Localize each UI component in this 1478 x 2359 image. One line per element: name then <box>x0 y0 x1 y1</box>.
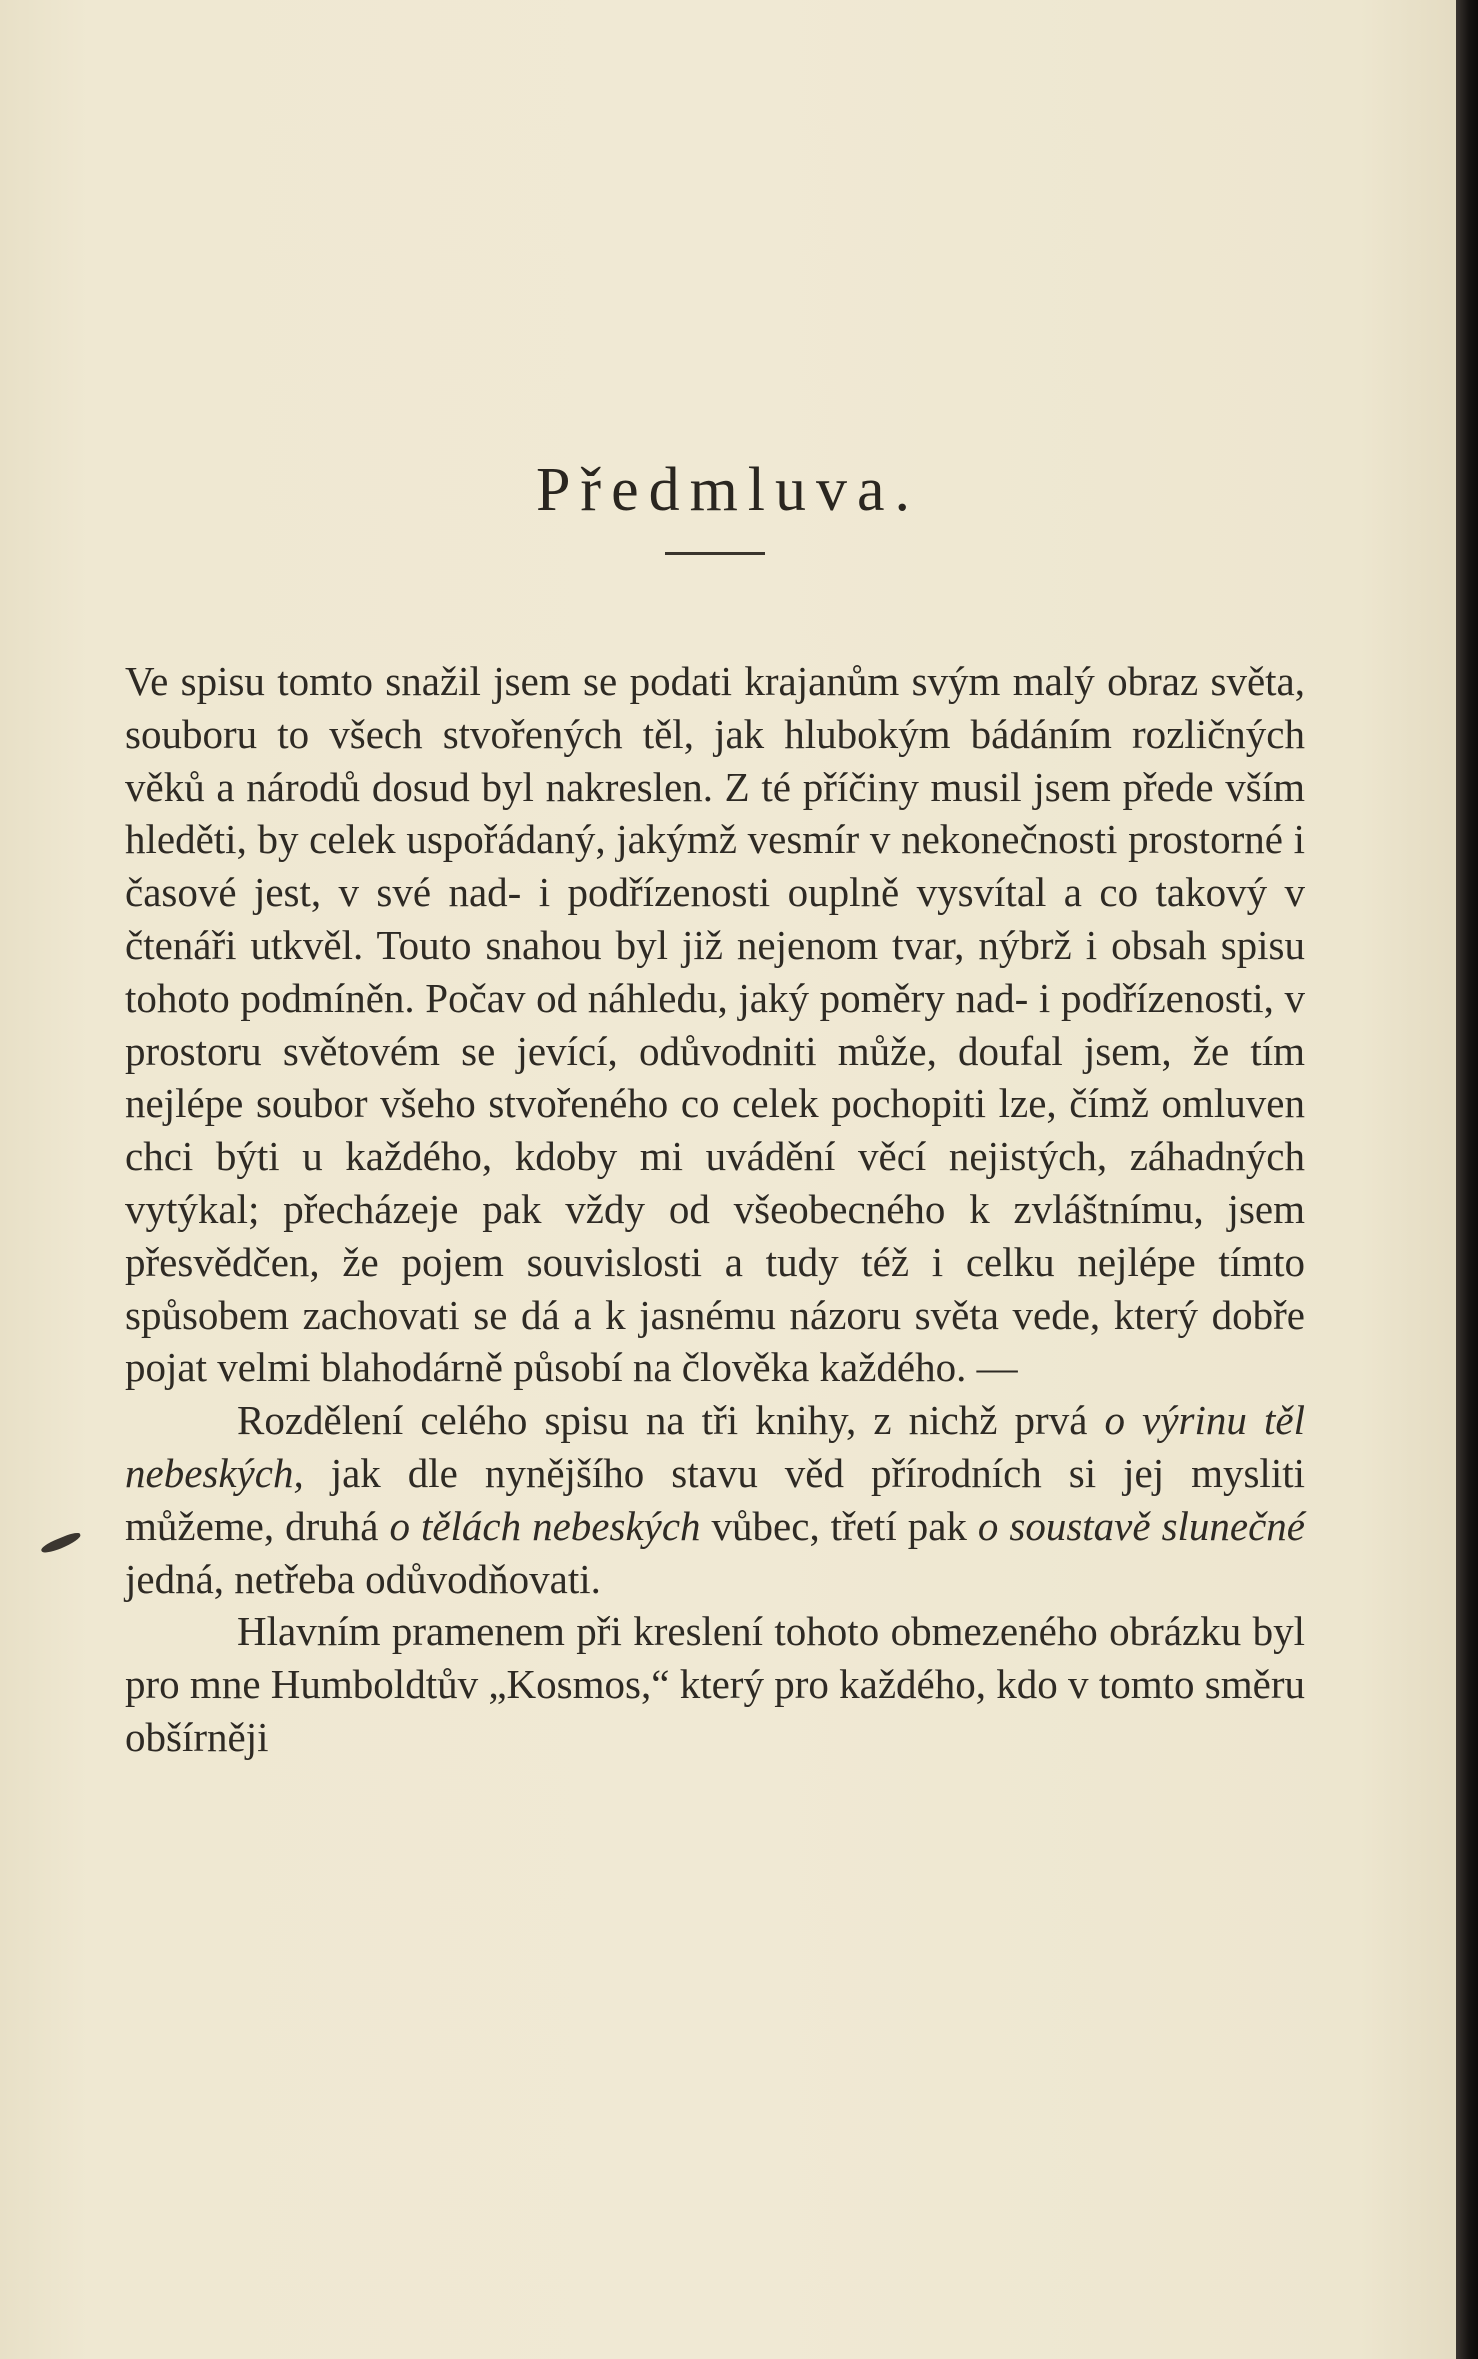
margin-ink-mark <box>40 1530 83 1555</box>
paragraph-1 <box>125 655 1305 1394</box>
paragraph-1-text: Ve spisu tomto snažil jsem se podati krajanům svým malý obraz světa, souboru to všech stvořených těl, jak hlubokým bádáním rozličných věků a národů dosud byl nakreslen. Z té příčiny musil jsem přede vším hleděti, by celek uspořádaný, jakýmž vesmír v nekonečnosti prostorné i časové jest, v své nad- i podřízenosti ouplně vysvítal a co takový v čtenáři utkvěl. Touto snahou byl již nejenom tvar, nýbrž i obsah spisu tohoto podmíněn. Počav od náhledu, jaký poměry nad- i podřízenosti, v prostoru světovém se jevící, odůvodniti může, doufal jsem, že tím nejlépe soubor všeho stvořeného co celek pochopiti lze, čímž omluven chci býti u každého, kdoby mi uvádění věcí nejistých, záhadných vytýkal; přecházeje pak vždy od všeobecného k zvláštnímu, jsem přesvědčen, že pojem souvislosti a tudy též i celku nejlépe tímto spůsobem zachovati se dá a k jasnému názoru světa vede, který dobře pojat velmi blahodárně působí na člověka každého. — <box>125 658 1305 1391</box>
paragraph-2 <box>125 1394 1305 1605</box>
title-divider <box>665 552 765 555</box>
paragraph-3 <box>125 1605 1305 1763</box>
preface-text <box>125 655 1305 1764</box>
page-edge-shadow <box>1456 0 1478 2359</box>
paragraph-2-text: jak dle nynějšího stavu věd přírodních si jej mysliti můžeme, druhá <box>125 1449 1305 1549</box>
paragraph-3-text: Hlavním pramenem při kreslení tohoto obmezeného obrázku byl pro mne Humboldtův „Kosmos,“ který pro každého, kdo v tomto směru obšírněji <box>125 1608 1305 1760</box>
italic-phrase: o výrinu těl nebeských, <box>125 1397 1305 1496</box>
paragraph-2-text: vůbec, třetí pak <box>700 1502 978 1549</box>
paragraph-2-text: jedná, netřeba odůvodňovati. <box>125 1555 601 1602</box>
italic-phrase: o tělách nebeských <box>389 1502 701 1549</box>
paragraph-2-text: Rozdělení celého spisu na tři knihy, z nichž prvá <box>237 1397 1105 1444</box>
page-title: Předmluva. <box>535 456 921 524</box>
italic-phrase: o soustavě slunečné <box>977 1502 1306 1549</box>
